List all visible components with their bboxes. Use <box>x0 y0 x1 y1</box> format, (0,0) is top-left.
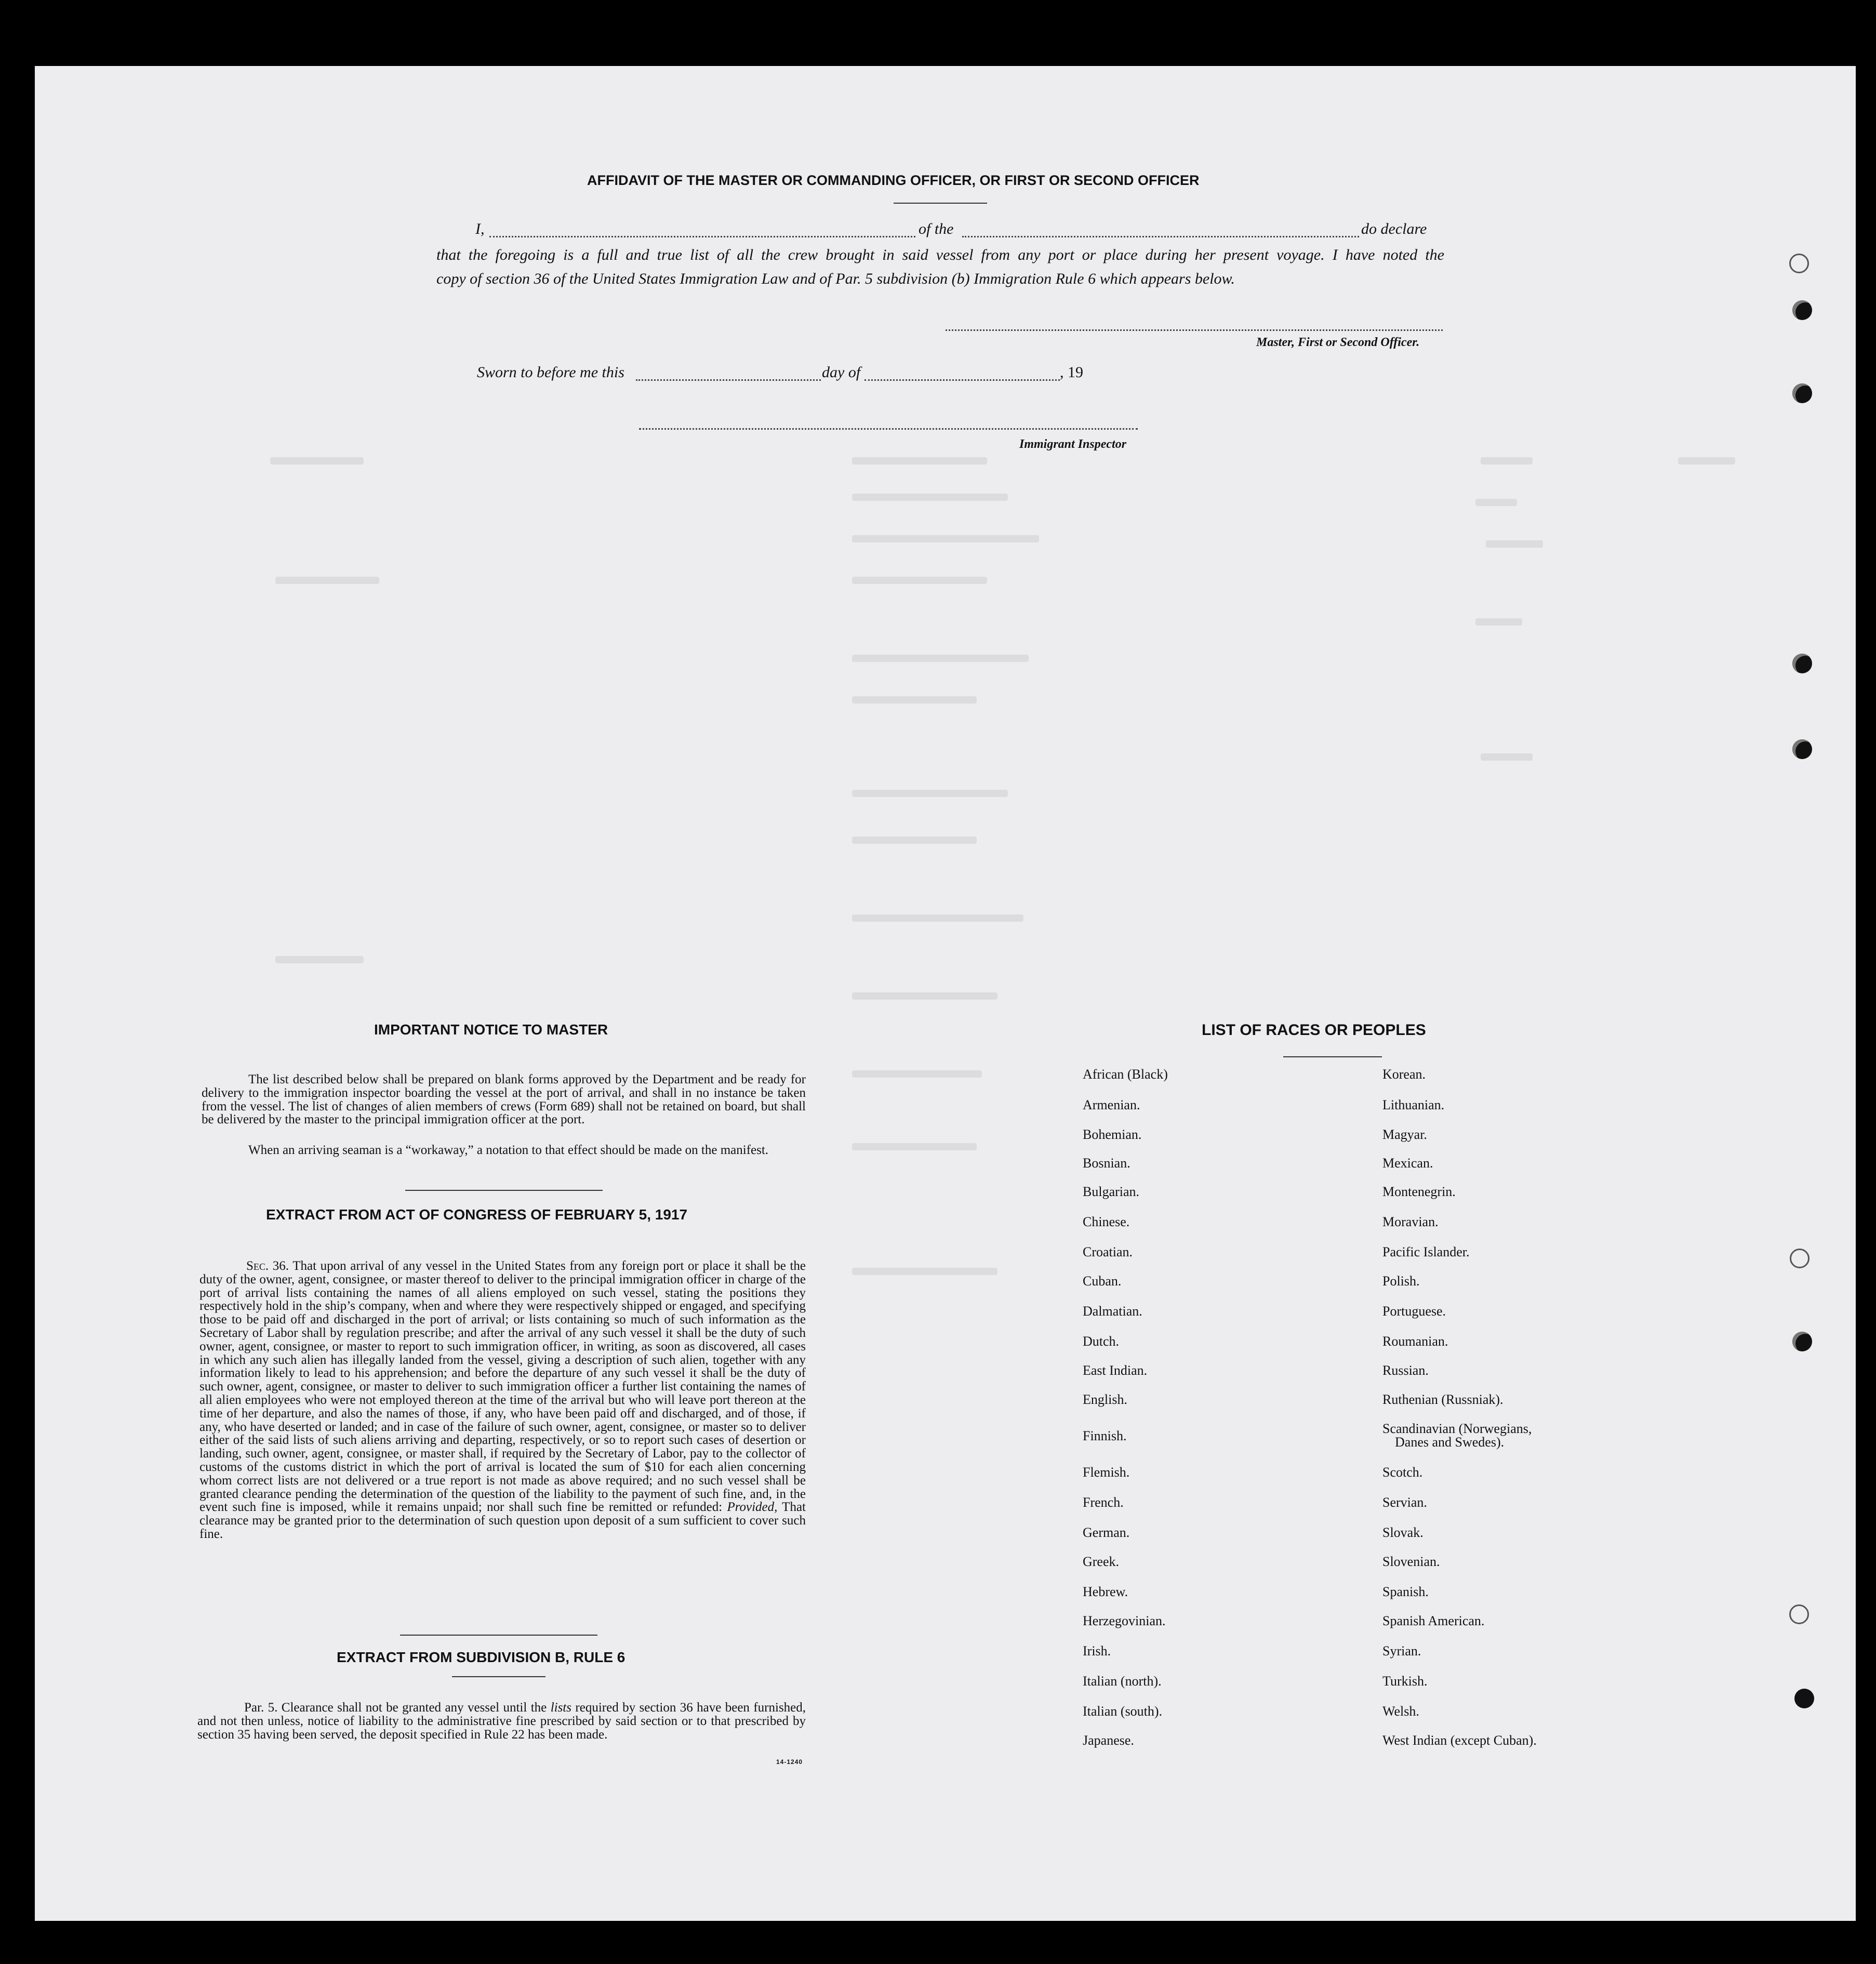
race-item: Bulgarian. <box>1083 1184 1140 1199</box>
form-number: 14-1240 <box>776 1758 803 1766</box>
race-item: Italian (north). <box>1083 1674 1162 1689</box>
inspector-signature-caption: Immigrant Inspector <box>1019 437 1127 451</box>
race-item: Croatian. <box>1083 1244 1133 1259</box>
affidavit-heading: AFFIDAVIT OF THE MASTER OR COMMANDING OFFICER, OR FIRST OR SECOND OFFICER <box>587 172 1200 188</box>
race-item: Mexican. <box>1382 1156 1433 1171</box>
day-of-label: day of <box>822 364 861 381</box>
race-item: Lithuanian. <box>1382 1097 1445 1112</box>
notice-paragraph-2 <box>202 1144 806 1157</box>
inspector-signature-field[interactable] <box>639 428 1138 430</box>
race-item: East Indian. <box>1083 1363 1148 1378</box>
rule-divider <box>452 1676 545 1677</box>
race-item: Scandinavian (Norwegians, <box>1382 1421 1532 1436</box>
notice-paragraph-1 <box>202 1073 806 1126</box>
notice-paragraph-2-text: When an arriving seaman is a “workaway,” a notation to that effect should be made on the manifest. <box>248 1143 769 1157</box>
affidavit-divider <box>894 203 987 204</box>
sworn-date-field[interactable] <box>636 379 821 381</box>
race-item: Italian (south). <box>1083 1704 1163 1719</box>
lists-word: lists <box>550 1701 571 1715</box>
declare-text: do declare <box>1361 220 1427 237</box>
race-item: Spanish American. <box>1382 1613 1485 1628</box>
race-item: German. <box>1083 1525 1130 1540</box>
act-extract-text <box>199 1259 806 1541</box>
race-item: Dutch. <box>1083 1334 1120 1349</box>
affidavit-text-line-3: copy of section 36 of the United States Immigration Law and of Par. 5 subdivision (b) Immigration Rule 6 which appears below. <box>436 270 1235 287</box>
affidavit-text-line-2: that the foregoing is a full and true list of all the crew brought in said vessel from any port or place during her present voyage. I have noted the <box>436 246 1444 263</box>
race-item: Magyar. <box>1382 1127 1427 1142</box>
provided-word: Provided, <box>727 1500 778 1515</box>
race-item: Chinese. <box>1083 1214 1130 1229</box>
race-item: Welsh. <box>1382 1704 1419 1719</box>
race-item: Hebrew. <box>1083 1584 1128 1599</box>
rule-extract-text <box>197 1701 806 1741</box>
declarant-label: I, <box>475 220 485 237</box>
races-divider <box>1283 1056 1382 1057</box>
race-item: English. <box>1083 1392 1127 1407</box>
race-item: Korean. <box>1382 1067 1426 1082</box>
vessel-name-field[interactable] <box>962 236 1359 237</box>
rule-text-b: required by section 36 have been furnished, and not then unless, notice of liability to the administrative fine prescribed by said section or to that prescribed by section 35 having been served, the deposit specified in Rule 22 has been made. <box>197 1701 806 1742</box>
race-item: Polish. <box>1382 1273 1420 1289</box>
race-item: Greek. <box>1083 1554 1120 1569</box>
act-extract-body: That upon arrival of any vessel in the United States from any foreign port or place it shall be the duty of the owner, agent, consignee, or master thereof to deliver to the principal immigration officer in charge of the port of arrival lists containing the names of all aliens employed on such vessel, stating the positions they respectively hold in the ship’s company, when and where they were respectively shipped or engaged, and specifying those to be paid off and discharged in the port of arrival; or lists containing so much of such information as the Secretary of Labor shall by regulation prescribe; and after the arrival of any such vessel it shall be the duty of such owner, agent, consignee, or master to report to such immigration officer, in writing, as soon as discovered, all cases in which any such alien has illegally landed from the vessel, giving a description of such alien, together with any information likely to lead to his apprehension; and before the departure of any such vessel it shall be the duty of such owner, agent, consignee, or master to deliver to such immigration officer a further list containing the names of all alien employees who were not employed thereon at the time of the arrival but who will leave port thereon at the time of her departure, and also the names of those, if any, who have been paid off and discharged, and of those, if any, who have deserted or landed; and in case of the failure of such owner, agent, consignee, or master so to deliver either of the said lists of such aliens arriving and departing, respectively, or so to report such cases of desertion or landing, such owner, agent, consignee, or master shall, if required by the Secretary of Labor, pay to the collector of customs of the customs district in which the port of arrival is located the sum of $10 for each alien concerning whom correct lists are not delivered or a true report is not made as above required; and no such vessel shall be granted clearance pending the determination of the question of the liability to the payment of such fine, and, in the event such fine is imposed, while it remains unpaid; nor shall such fine be remitted or refunded: <box>199 1259 806 1515</box>
race-item: Dalmatian. <box>1083 1304 1142 1319</box>
race-item: French. <box>1083 1495 1124 1510</box>
race-item: Irish. <box>1083 1643 1111 1658</box>
sworn-month-field[interactable] <box>864 379 1060 381</box>
race-item: Scotch. <box>1382 1465 1423 1480</box>
act-divider <box>400 1635 597 1636</box>
race-item: Russian. <box>1382 1363 1429 1378</box>
act-extract-heading: EXTRACT FROM ACT OF CONGRESS OF FEBRUARY 5, 1917 <box>266 1206 688 1223</box>
race-item: Bosnian. <box>1083 1156 1130 1171</box>
race-item: Slovak. <box>1382 1525 1423 1540</box>
sworn-label: Sworn to before me this <box>477 364 624 381</box>
master-signature-field[interactable] <box>946 329 1443 331</box>
race-item: West Indian (except Cuban). <box>1382 1733 1537 1748</box>
sheet-tab <box>1761 69 1855 105</box>
rule-extract-heading: EXTRACT FROM SUBDIVISION B, RULE 6 <box>337 1649 626 1665</box>
races-heading: LIST OF RACES OR PEOPLES <box>1202 1021 1426 1039</box>
race-item: Moravian. <box>1382 1214 1439 1229</box>
race-item: Finnish. <box>1083 1428 1127 1443</box>
race-item: Flemish. <box>1083 1465 1130 1480</box>
race-item: Turkish. <box>1382 1674 1428 1689</box>
master-signature-caption: Master, First or Second Officer. <box>1256 336 1420 349</box>
race-item: Spanish. <box>1382 1584 1429 1599</box>
race-item: Japanese. <box>1083 1733 1134 1748</box>
race-item: Montenegrin. <box>1382 1184 1456 1199</box>
notice-heading: IMPORTANT NOTICE TO MASTER <box>374 1021 608 1038</box>
race-item: Servian. <box>1382 1495 1427 1510</box>
race-item: African (Black) <box>1083 1067 1168 1082</box>
notice-paragraph-1-text: The list described below shall be prepared on blank forms approved by the Department and be ready for delivery to the immigration inspector boarding the vessel at the port of arrival, and shall in no instance be taken from the vessel. The list of changes of alien members of crews (Form 689) shall not be retained on board, but shall be delivered by the master to the principal immigration officer at the port. <box>202 1072 806 1127</box>
race-item: Armenian. <box>1083 1097 1140 1112</box>
race-item: Danes and Swedes). <box>1395 1435 1505 1450</box>
race-item: Portuguese. <box>1382 1304 1446 1319</box>
race-item: Syrian. <box>1382 1643 1421 1658</box>
year-label: , 19 <box>1060 364 1083 381</box>
declarant-name-field[interactable] <box>489 236 915 237</box>
race-item: Slovenian. <box>1382 1554 1440 1569</box>
race-item: Herzegovinian. <box>1083 1613 1166 1628</box>
notice-divider <box>405 1190 603 1191</box>
section-label: Sec. 36. <box>246 1259 289 1273</box>
race-item: Bohemian. <box>1083 1127 1142 1142</box>
race-item: Cuban. <box>1083 1273 1122 1289</box>
race-item: Pacific Islander. <box>1382 1244 1470 1259</box>
race-item: Ruthenian (Russniak). <box>1382 1392 1504 1407</box>
race-item: Roumanian. <box>1382 1334 1448 1349</box>
act-extract-end: That clearance may be granted prior to the determination of such question upon deposit of a sum sufficient to cover such fine. <box>199 1500 806 1541</box>
vessel-label: of the <box>919 220 954 237</box>
rule-text-a: Par. 5. Clearance shall not be granted any vessel until the <box>244 1701 547 1715</box>
